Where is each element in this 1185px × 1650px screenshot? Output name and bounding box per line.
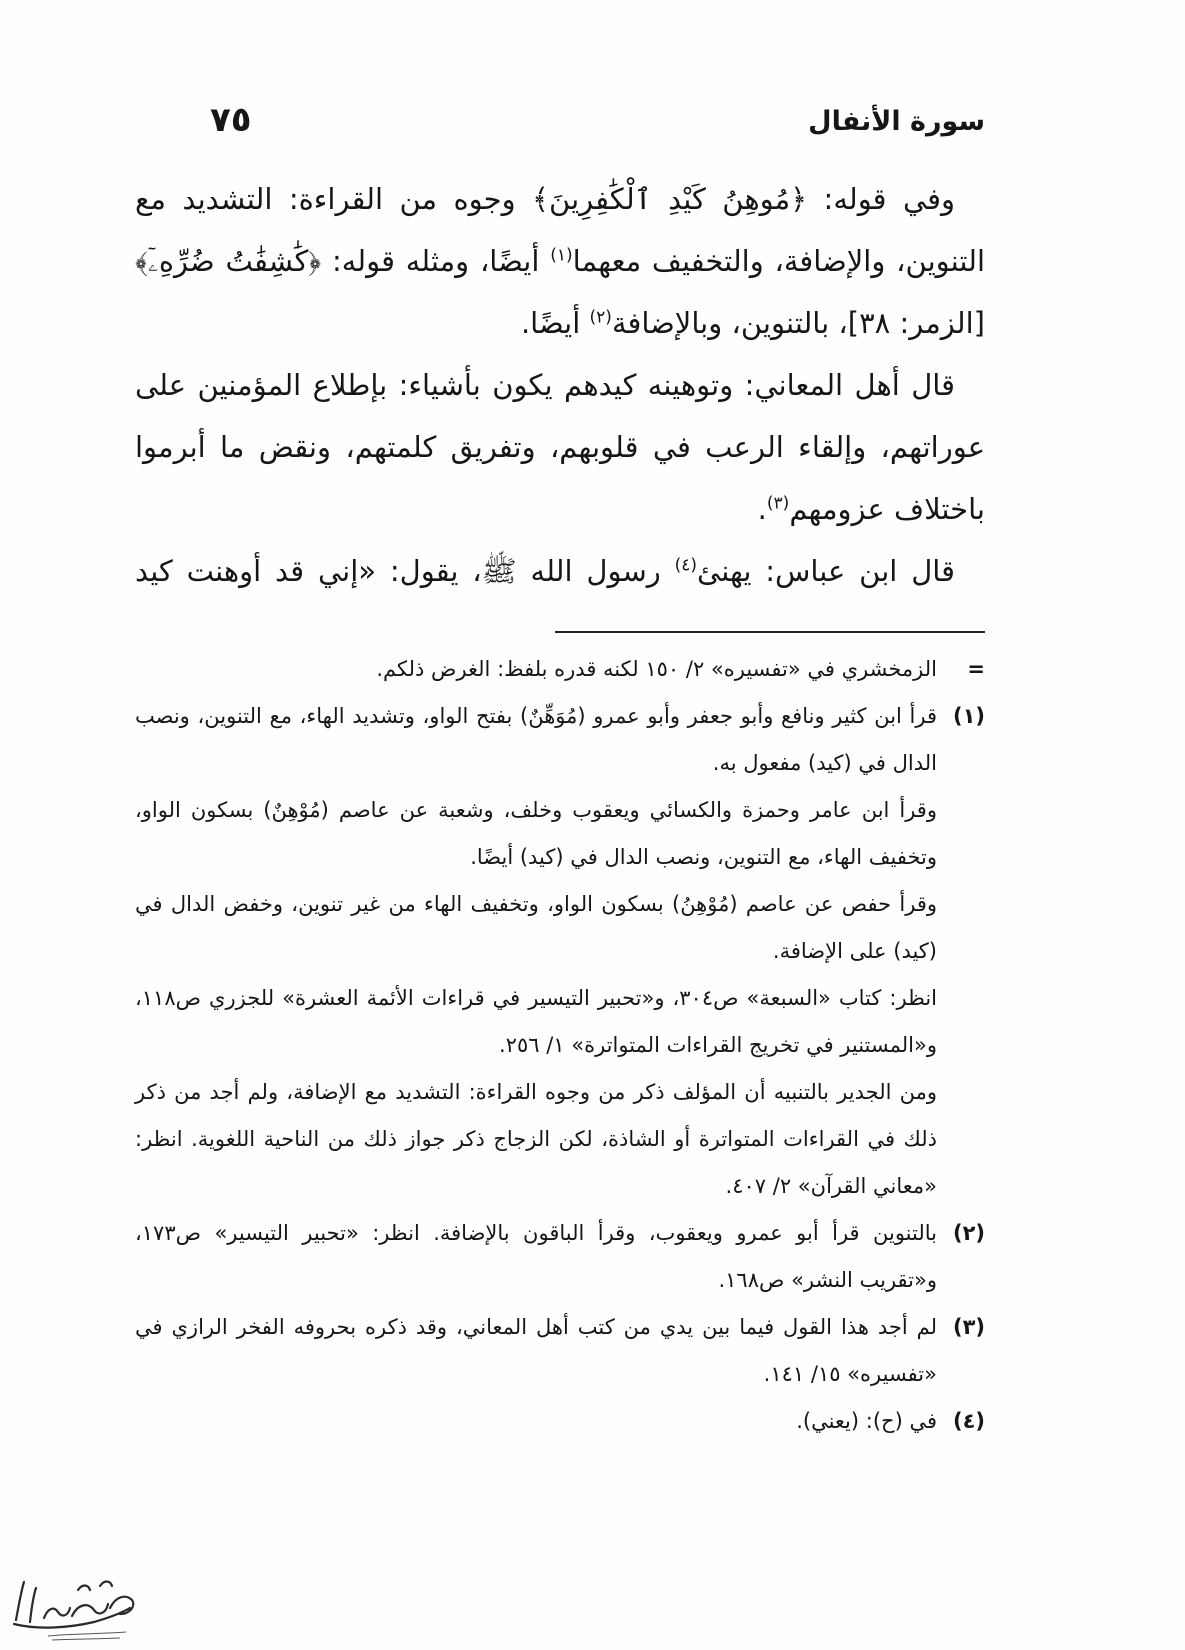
- footnote-text: ومن الجدير بالتنبيه أن المؤلف ذكر من وجوه القراءة: التشديد مع الإضافة، ولم أجد من ذكر ذلك في القراءات المتواترة أو الشاذة، لكن الزجاج ذكر جواز ذلك من الناحية اللغوية. انظر: «معاني القرآن» ٢/ ٤٠٧.: [135, 1080, 937, 1198]
- footnote-reference: (٢): [589, 307, 612, 328]
- footnote-text: في (ح): (يعني).: [796, 1409, 937, 1433]
- footnotes: [135, 646, 985, 1445]
- footnote: [135, 1210, 985, 1304]
- quran-verse: ﴿كَٰشِفَٰتُ ضُرِّهِۦٓ﴾: [135, 244, 322, 278]
- surah-title: سورة الأنفال: [808, 106, 985, 137]
- body-paragraph: [135, 168, 985, 354]
- body-text-run: وجوه من القراءة: التشديد مع التنوين، والإضافة، والتخفيف معهما: [135, 182, 986, 278]
- footnote: [135, 693, 985, 1210]
- page-header: [135, 100, 985, 156]
- body-text-run: قال أهل المعاني: وتوهينه كيدهم يكون بأشياء: بإطلاع المؤمنين على عوراتهم، وإلقاء الرعب في قلوبهم، وتفريق كلمتهم، ونقض ما أبرموا باختلاف عزومهم: [135, 368, 985, 526]
- footnote-marker: (١): [952, 704, 985, 728]
- body-text-run: رسول الله ﷺ، يقول: «إني قد أوهنت كيد: [135, 554, 675, 588]
- footnote: [135, 646, 985, 693]
- footnote-reference: (٣): [766, 493, 790, 514]
- body-text-run: قال ابن عباس: يهنئ: [697, 554, 955, 588]
- body-text-run: وفي قوله:: [807, 182, 955, 216]
- footnote-text: قرأ ابن كثير ونافع وأبو جعفر وأبو عمرو (مُوَهِّنٌ) بفتح الواو، وتشديد الهاء، مع التنوين، ونصب الدال في (كيد) مفعول به.: [135, 704, 937, 775]
- footnote: [135, 1304, 985, 1398]
- footnote-text: وقرأ ابن عامر وحمزة والكسائي ويعقوب وخلف، وشعبة عن عاصم (مُوْهِنٌ) بسكون الواو، وتخفيف الهاء، مع التنوين، ونصب الدال في (كيد) أيضًا.: [135, 798, 937, 869]
- quran-verse: ﴿مُوهِنُ كَيْدِ ٱلْكَٰفِرِينَ﴾: [532, 182, 808, 216]
- body-text-run: .: [757, 492, 767, 526]
- body-text-run: أيضًا، ومثله قوله:: [321, 244, 551, 278]
- footnote-text: انظر: كتاب «السبعة» ص٣٠٤، و«تحبير التيسير في قراءات الأئمة العشرة» للجزري ص١١٨، و«المستنير في تخريج القراءات المتواترة» ١/ ٢٥٦.: [135, 986, 937, 1057]
- footnote-reference: (٤): [674, 555, 698, 576]
- body-paragraph: [135, 354, 985, 540]
- footnote: [135, 1398, 985, 1445]
- body-paragraph: [135, 540, 985, 602]
- footnote-divider: [555, 631, 985, 633]
- body-text: [135, 168, 985, 602]
- footnote-marker: (٢): [952, 1221, 985, 1245]
- body-text-run: أيضًا.: [520, 306, 590, 340]
- footnote-marker: (٣): [952, 1315, 985, 1339]
- body-text-run: [الزمر: ٣٨]، بالتنوين، وبالإضافة: [611, 306, 985, 340]
- footnote-text: وقرأ حفص عن عاصم (مُوْهِنُ) بسكون الواو، وتخفيف الهاء من غير تنوين، وخفض الدال في (كيد) على الإضافة.: [135, 892, 937, 963]
- publisher-logo: [8, 1568, 143, 1646]
- page-number: ٧٥: [210, 100, 252, 140]
- footnote-marker: (٤): [952, 1409, 985, 1433]
- footnote-marker: =: [967, 657, 985, 681]
- footnote-text: الزمخشري في «تفسيره» ٢/ ١٥٠ لكنه قدره بلفظ: الغرض ذلكم.: [376, 657, 937, 681]
- footnote-reference: (١): [550, 245, 573, 266]
- footnote-text: بالتنوين قرأ أبو عمرو ويعقوب، وقرأ الباقون بالإضافة. انظر: «تحبير التيسير» ص١٧٣، و«تقريب النشر» ص١٦٨.: [135, 1221, 937, 1292]
- footnote-text: لم أجد هذا القول فيما بين يدي من كتب أهل المعاني، وقد ذكره بحروفه الفخر الرازي في «تفسيره» ١٥/ ١٤١.: [135, 1315, 937, 1386]
